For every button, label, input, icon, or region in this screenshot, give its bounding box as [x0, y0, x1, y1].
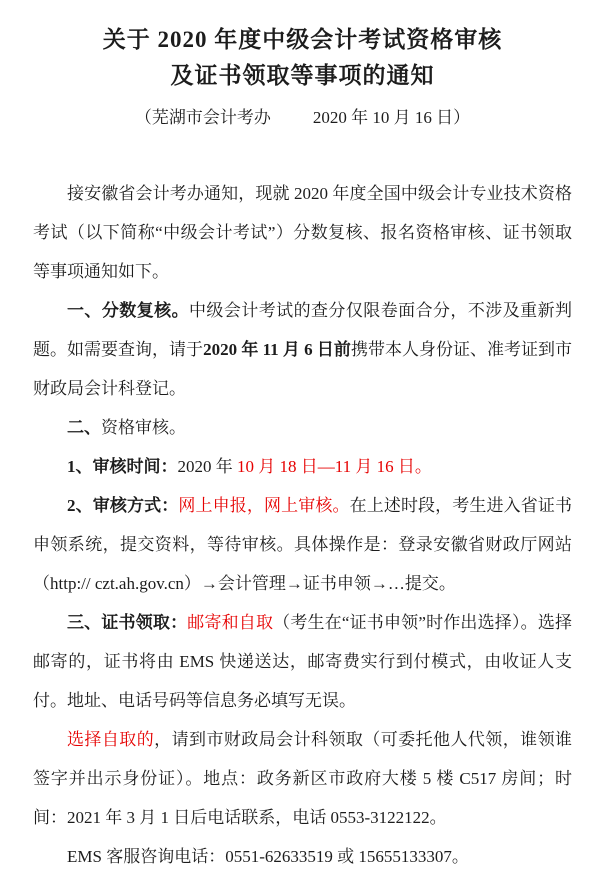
item-1-label: 1、审核时间： — [67, 457, 178, 476]
ems-hotline-text: EMS 客服咨询电话：0551-62633519 或 15655133307。 — [67, 847, 469, 866]
issue-date: 2020 年 10 月 16 日） — [312, 108, 471, 127]
self-pickup-text: ，请到市财政局会计科领取（可委托他人代领，谁领谁签字并出示身份证）。地点：政务新区市政府大楼 5 楼 C517 房间；时间：2021 年 3 月 1 日后电话联系，电话 0553-3122122。 — [33, 730, 573, 827]
section-qualification-review — [33, 408, 572, 447]
item-review-method — [33, 486, 572, 603]
section-certificate-collection — [33, 603, 572, 720]
self-pickup-emphasis: 选择自取的 — [67, 730, 155, 749]
intro-text: 接安徽省会计考办通知，现就 2020 年度全国中级会计专业技术资格考试（以下简称“中级会计考试”）分数复核、报名资格审核、证书领取等事项通知如下。 — [33, 184, 572, 281]
section-2-heading-text: 资格审核。 — [101, 418, 186, 437]
section-3-heading: 三、证书领取： — [67, 613, 188, 632]
page-title — [33, 22, 572, 94]
collection-options-emphasis: 邮寄和自取 — [187, 613, 274, 632]
item-2-text: 在上述时段，考生进入省证书申领系统，提交资料，等待审核。具体操作是：登录安徽省财政厅网站（http:// czt.ah.gov.cn）→会计管理→证书申领→…提交。 — [33, 496, 573, 593]
review-date-range: 10 月 18 日—11 月 16 日。 — [237, 457, 432, 476]
section-1-text-end: 携带本人身份证、准考证到市财政局会计科登记。 — [33, 340, 573, 398]
notice-body — [33, 174, 572, 876]
paragraph-self-pickup — [33, 720, 572, 837]
item-2-label: 2、审核方式： — [67, 496, 179, 515]
section-score-review — [33, 291, 572, 408]
item-1-year: 2020 年 — [177, 457, 237, 476]
section-1-heading: 一、分数复核。 — [67, 301, 189, 320]
byline — [33, 106, 572, 130]
issuer-name: （芜湖市会计考办 — [134, 108, 271, 127]
section-2-number: 二、 — [67, 418, 101, 437]
deadline-emphasis: 2020 年 11 月 6 日前 — [203, 340, 351, 359]
paragraph-intro — [33, 174, 572, 291]
title-line-2: 及证书领取等事项的通知 — [170, 63, 435, 88]
section-1-text: 中级会计考试的查分仅限卷面合分，不涉及重新判题。如需要查询，请于 — [33, 301, 572, 359]
online-method-emphasis: 网上申报，网上审核。 — [178, 496, 350, 515]
paragraph-ems-hotline — [33, 837, 572, 876]
item-review-time — [33, 447, 572, 486]
title-line-1: 关于 2020 年度中级会计考试资格审核 — [102, 27, 503, 52]
section-3-text: （考生在“证书申领”时作出选择）。选择邮寄的，证书将由 EMS 快递送达，邮寄费实行到付模式，由收证人支付。地址、电话号码等信息务必填写无误。 — [33, 613, 573, 710]
